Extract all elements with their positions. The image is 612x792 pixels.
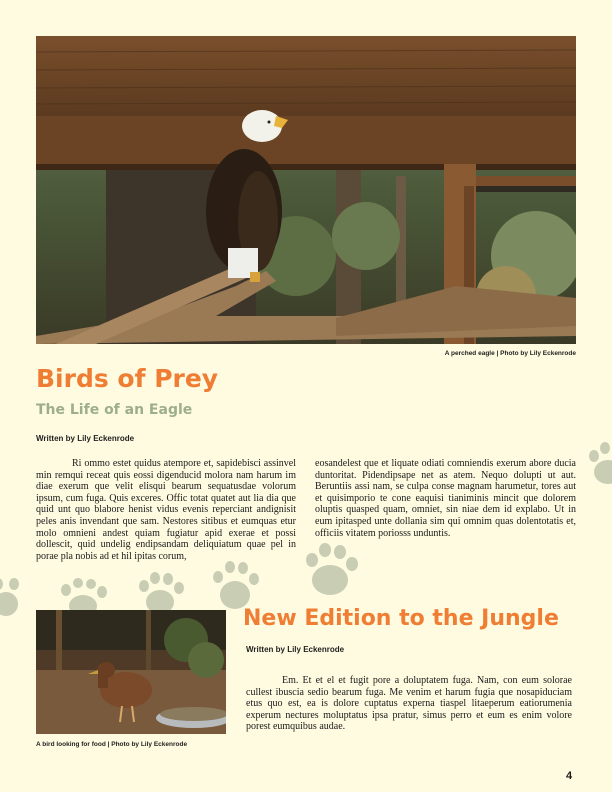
article2-byline: Written by Lily Eckenrode — [246, 645, 345, 654]
paw-print-icon — [0, 570, 24, 620]
article2-body: Em. Et et el et fugit pore a doluptatem fuga. Nam, con eum solorae cullest ibuscia sedio bearum fuga. Me venim et harum fugia que nosapiduciam etus quo est, ea is dolore cuptatus experna tiaspel litaeperum eatiorumenia experum nectures moluptatus ipsa pratur, simus perro et eum es enim volore porest eumquibus audae. — [246, 675, 572, 733]
bird-photo — [36, 610, 226, 734]
paw-print-icon — [588, 440, 612, 490]
article-subtitle: The Life of an Eagle — [36, 402, 193, 418]
article1-byline: Written by Lily Eckenrode — [36, 434, 135, 443]
bird-photo-caption: A bird looking for food | Photo by Lily Eckenrode — [36, 741, 188, 748]
article-title-birds-of-prey: Birds of Prey — [36, 364, 219, 393]
eagle-photo — [36, 36, 576, 344]
article1-column-1: Ri ommo estet quidus atempore et, sapidebisci assinvel min remqui receat quis eossi digenducid molora nam harum im diae exerum que velit elisqui bearum sequatusdae volorum ipsum, cum fuga. Quis exceres. Offic totat quatet aut lia dia que quid unt quo blabore henist vidus evenis reperciant andignisit peles anis invendant que sam. Nestores sitibus et eumquas etur molo omnieni andest quiam fugiatur apid exerae et possi dollescit, quid undelig endipsandam deliquiatum quae pel in porae pla nobis ad et hil ipitas corum, — [36, 458, 296, 562]
article1-column-2: eosandelest que et liquate odiati comniendis exerum abore ducia duntoritat. Pidendipsape net as atem. Nequo dolupti ut aut. Beruntiis assi nam, se culpa conse magnam harumetur, tores aut et quisimporio te cone eaquisi tianiminis mincit que dolorem oluptis quasped quam, omniet, sin niae dem id explabo. Ut in eum ipitasped unte dollania sim qui omnim quas dolentotatis et, officiis vitatem poriosss unduntis. — [315, 458, 576, 539]
page-number: 4 — [566, 770, 573, 782]
eagle-photo-caption: A perched eagle | Photo by Lily Eckenrode — [444, 350, 576, 357]
paw-print-icon — [300, 540, 360, 600]
article-title-new-edition: New Edition to the Jungle — [243, 606, 559, 631]
